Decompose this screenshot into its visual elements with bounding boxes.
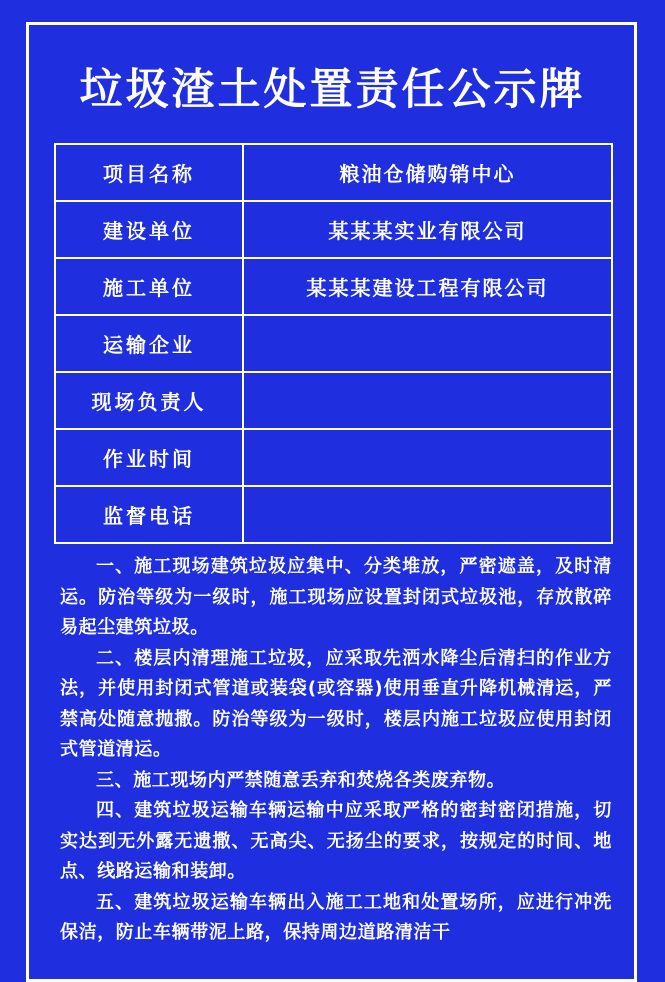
row-label: 施工单位	[56, 259, 244, 314]
table-row	[56, 428, 611, 485]
table-row	[56, 145, 611, 200]
row-label: 现场负责人	[56, 373, 244, 428]
row-value	[244, 430, 611, 485]
note-paragraph: 五、建筑垃圾运输车辆出入施工工地和处置场所，应进行冲洗保洁，防止车辆带泥上路，保持周边道路清洁干	[60, 891, 612, 943]
row-value	[244, 316, 611, 371]
table-row	[56, 371, 611, 428]
row-value: 某某某实业有限公司	[328, 219, 527, 243]
info-table	[54, 143, 613, 544]
table-row	[56, 257, 611, 314]
table-row	[56, 200, 611, 257]
table-row	[56, 314, 611, 371]
row-value: 某某某建设工程有限公司	[306, 276, 549, 300]
table-row	[56, 485, 611, 542]
note-paragraph: 三、施工现场内严禁随意丢弃和焚烧各类废弃物。	[96, 769, 506, 791]
row-label: 运输企业	[56, 316, 244, 371]
row-label: 项目名称	[56, 145, 244, 200]
row-value	[244, 487, 611, 542]
row-value	[244, 373, 611, 428]
sign-title: 垃圾渣土处置责任公示牌	[79, 65, 586, 115]
note-paragraph: 二、楼层内清理施工垃圾，应采取先洒水降尘后清扫的作业方法，并使用封闭式管道或装袋(或容器)使用垂直升降机械清运，严禁高处随意抛撒。防治等级为一级时，楼层内施工垃圾应使用封闭式管道清运。	[60, 647, 612, 760]
row-label: 监督电话	[56, 487, 244, 542]
row-label: 建设单位	[56, 202, 244, 257]
row-label: 作业时间	[56, 430, 244, 485]
note-paragraph: 一、施工现场建筑垃圾应集中、分类堆放，严密遮盖，及时清运。防治等级为一级时，施工现场应设置封闭式垃圾池，存放散碎易起尘建筑垃圾。	[60, 556, 612, 638]
regulation-notes	[60, 552, 612, 949]
note-paragraph: 四、建筑垃圾运输车辆运输中应采取严格的密封密闭措施，切实达到无外露无遗撒、无高尖、无扬尘的要求，按规定的时间、地点、线路运输和装卸。	[60, 800, 612, 882]
row-value: 粮油仓储购销中心	[339, 162, 516, 186]
